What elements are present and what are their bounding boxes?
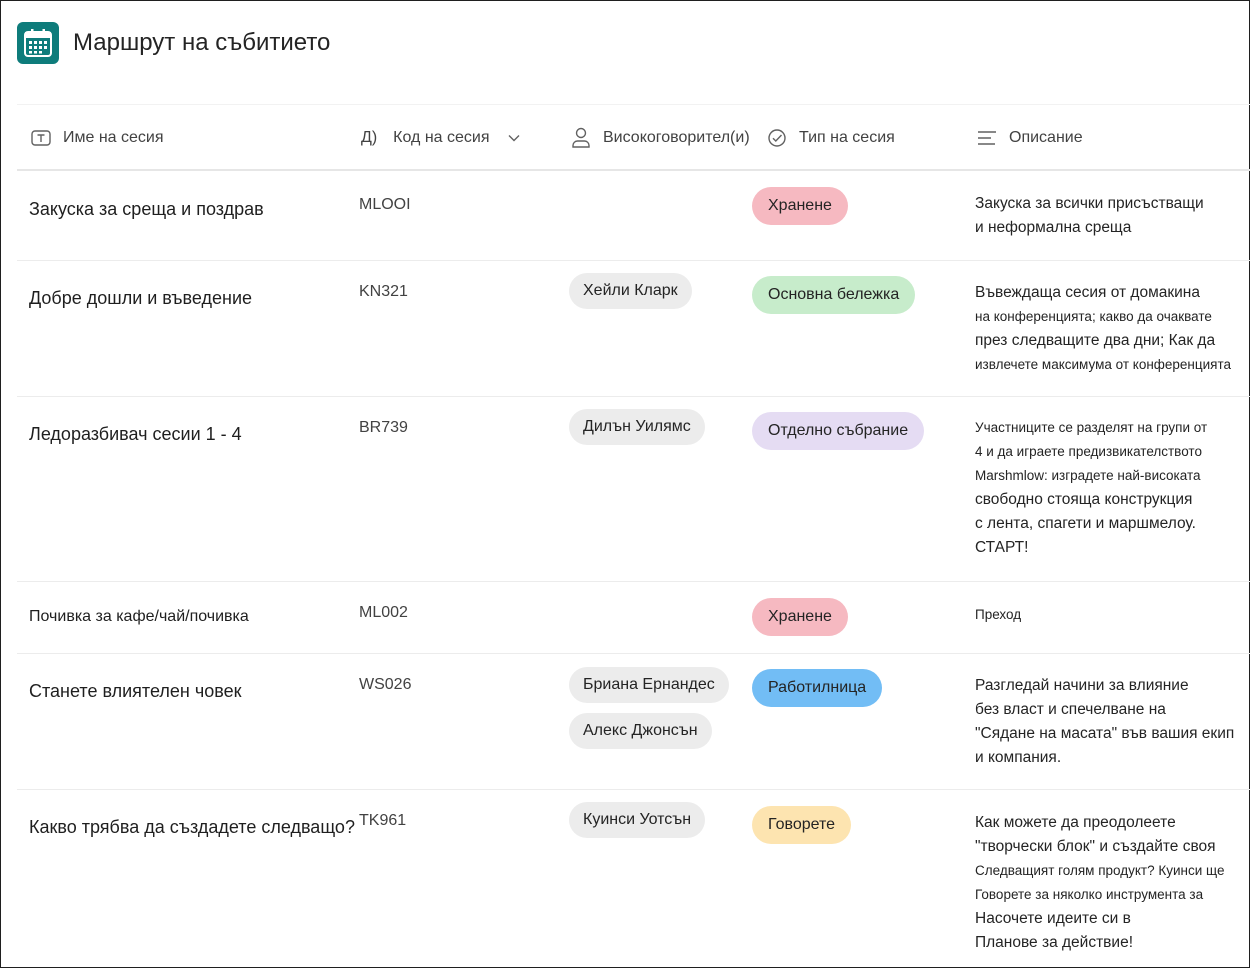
session-name: Какво трябва да създадете следващо? xyxy=(29,817,355,837)
lines-icon xyxy=(977,129,997,147)
session-code: BR739 xyxy=(359,419,408,436)
table-row[interactable] xyxy=(17,582,1250,654)
description-line: през следващите два дни; Как да xyxy=(975,332,1216,349)
session-description xyxy=(975,603,1245,627)
description-line: Говорете за няколко инструмента за xyxy=(975,887,1204,902)
speaker-list xyxy=(569,802,705,838)
table-row[interactable] xyxy=(17,172,1250,261)
description-line: Разгледай начини за влияние xyxy=(975,677,1189,694)
description-line: "творчески блок" и създайте своя xyxy=(975,838,1216,855)
description-line: извлечете максимума от конференцията xyxy=(975,357,1231,372)
app-header xyxy=(17,21,330,65)
description-line: 4 и да играете предизвикателството xyxy=(975,444,1202,459)
speaker-chip[interactable]: Бриана Ернандес xyxy=(569,667,729,703)
column-header-prefix: Д) xyxy=(361,129,378,146)
column-header-label: Код на сесия xyxy=(393,129,490,146)
column-header-speakers[interactable] xyxy=(571,105,750,171)
session-type-pill: Говорете xyxy=(752,806,851,844)
table-row[interactable] xyxy=(17,654,1250,790)
description-line: и компания. xyxy=(975,749,1062,766)
column-header-description[interactable] xyxy=(977,105,1083,171)
description-line: Закуска за всички присъстващи xyxy=(975,195,1204,212)
text-field-icon xyxy=(31,129,51,147)
column-header-label: Име на сесия xyxy=(63,129,164,146)
speaker-chip[interactable]: Куинси Уотсън xyxy=(569,802,705,838)
session-code: WS026 xyxy=(359,676,412,693)
session-description xyxy=(975,192,1245,240)
description-line: Как можете да преодолеете xyxy=(975,814,1176,831)
check-circle-icon xyxy=(767,128,787,148)
session-type-pill: Хранене xyxy=(752,187,848,225)
session-code: ML002 xyxy=(359,604,408,621)
description-line: с лента, спагети и маршмелоу. xyxy=(975,515,1196,532)
column-header-row xyxy=(17,105,1250,171)
column-header-label: Тип на сесия xyxy=(799,129,895,146)
session-description xyxy=(975,416,1245,560)
session-name: Почивка за кафе/чай/почивка xyxy=(29,608,249,625)
person-icon xyxy=(571,127,591,149)
description-line: свободно стояща конструкция xyxy=(975,491,1193,508)
description-line: "Сядане на масата" във вашия екип xyxy=(975,725,1235,742)
column-header-label: Описание xyxy=(1009,129,1083,146)
description-line: Въвеждаща сесия от домакина xyxy=(975,284,1200,301)
speaker-chip[interactable]: Хейли Кларк xyxy=(569,273,692,309)
speaker-list xyxy=(569,409,705,445)
session-name: Добре дошли и въведение xyxy=(29,288,253,308)
session-type-pill: Отделно събрание xyxy=(752,412,924,450)
chevron-down-icon[interactable] xyxy=(508,134,520,142)
session-code: TK961 xyxy=(359,812,407,829)
description-line: и неформална среща xyxy=(975,219,1132,236)
session-type-pill: Работилница xyxy=(752,669,882,707)
description-line: СТАРТ! xyxy=(975,539,1029,556)
table-row[interactable] xyxy=(17,397,1250,582)
session-description xyxy=(975,811,1245,955)
description-line: Следващият голям продукт? Куинси ще xyxy=(975,863,1225,878)
speaker-list xyxy=(569,273,692,309)
column-header-name[interactable] xyxy=(31,105,164,171)
session-code: MLOOI xyxy=(359,196,411,213)
description-line: Планове за действие! xyxy=(975,934,1133,951)
session-name: Ледоразбивач сесии 1 - 4 xyxy=(29,424,242,444)
table-row[interactable] xyxy=(17,261,1250,397)
description-line: Преход xyxy=(975,607,1022,622)
column-header-code[interactable] xyxy=(361,105,520,171)
column-header-label: Високоговорител(и) xyxy=(603,129,750,146)
speaker-chip[interactable]: Алекс Джонсън xyxy=(569,713,712,749)
page-title: Маршрут на събитието xyxy=(73,29,331,56)
session-type-pill: Основна бележка xyxy=(752,276,915,314)
description-line: Marshmlow: изградете най-високата xyxy=(975,468,1201,483)
speaker-list xyxy=(569,667,729,749)
session-name: Станете влиятелен човек xyxy=(29,681,242,701)
session-description xyxy=(975,281,1245,377)
session-name: Закуска за среща и поздрав xyxy=(29,199,264,219)
column-header-type[interactable] xyxy=(767,105,895,171)
description-line: Насочете идеите си в xyxy=(975,910,1131,927)
description-line: без власт и спечелване на xyxy=(975,701,1166,718)
session-code: KN321 xyxy=(359,283,408,300)
table-row[interactable] xyxy=(17,790,1250,968)
calendar-icon xyxy=(17,22,59,64)
speaker-chip[interactable]: Дилън Уилямс xyxy=(569,409,705,445)
description-line: на конференцията; какво да очаквате xyxy=(975,309,1212,324)
description-line: Участниците се разделят на групи от xyxy=(975,420,1208,435)
session-type-pill: Хранене xyxy=(752,598,848,636)
session-description xyxy=(975,674,1245,770)
